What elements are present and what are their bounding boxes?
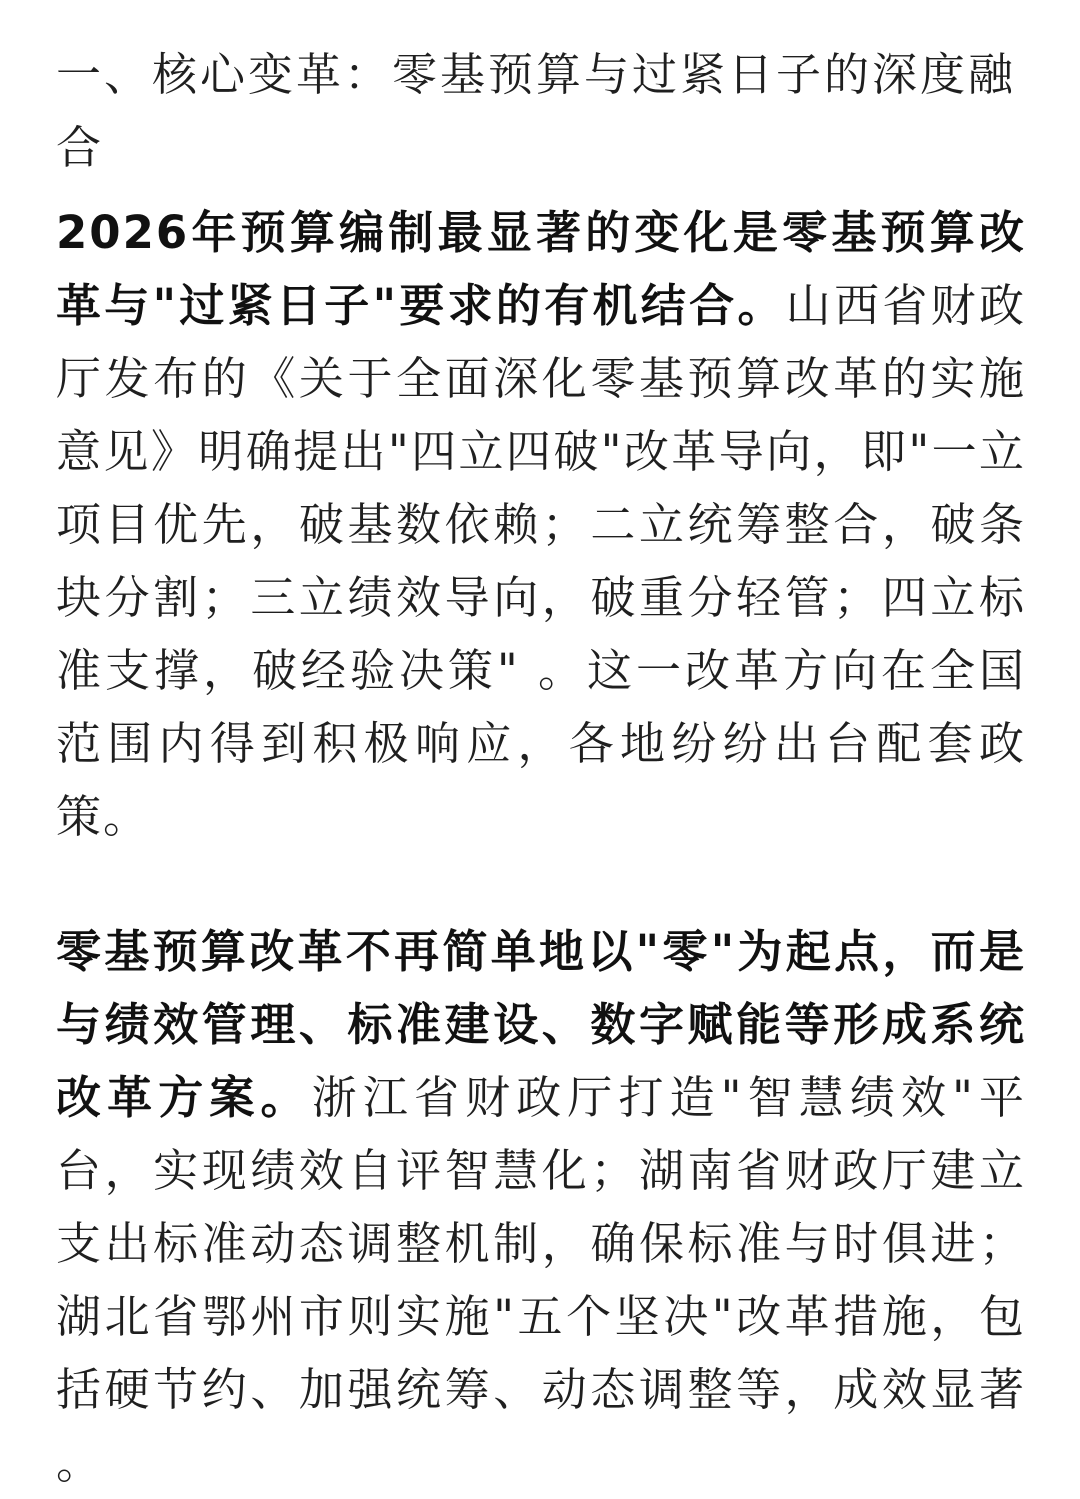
paragraph-1 bbox=[56, 196, 1026, 853]
section-heading: 一、核心变革：零基预算与过紧日子的深度融合 bbox=[56, 48, 1017, 174]
paragraph-spacer bbox=[56, 853, 1026, 915]
article-body bbox=[56, 38, 1026, 1499]
paragraph-1-body: 山西省财政厅发布的《关于全面深化零基预算改革的实施意见》明确提出"四立四破"改革导向，即"一立项目优先，破基数依赖；二立统筹整合，破条块分割；三立绩效导向，破重分轻管；四立标准支撑，破经验决策" 。这一改革方向在全国范围内得到积极响应，各地纷纷出台配套政策。 bbox=[56, 279, 1026, 843]
paragraph-2 bbox=[56, 915, 1026, 1499]
paragraph-2-body: 浙江省财政厅打造"智慧绩效"平台，实现绩效自评智慧化；湖南省财政厅建立支出标准动态调整机制，确保标准与时俱进；湖北省鄂州市则实施"五个坚决"改革措施，包括硬节约、加强统筹、动态调整等，成效显著 。 bbox=[56, 1071, 1026, 1489]
paragraph-1-lead: 2026年预算编制最显著的变化是零基预算改革与"过紧日子"要求的有机结合。 bbox=[56, 206, 1026, 332]
paragraph-2-lead: 零基预算改革不再简单地以"零"为起点，而是与绩效管理、标准建设、数字赋能等形成系统改革方案。 bbox=[56, 925, 1026, 1124]
